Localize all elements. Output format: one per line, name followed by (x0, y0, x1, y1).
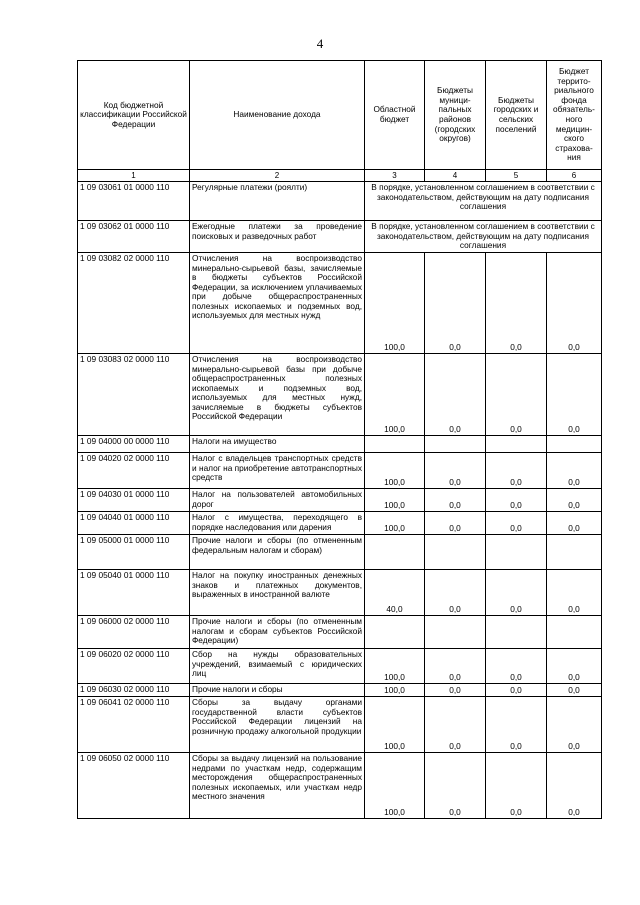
value-municipal (425, 616, 486, 649)
row-code: 1 09 04040 01 0000 110 (78, 512, 190, 535)
table-row (78, 436, 602, 453)
value-settlements: 0,0 (486, 697, 547, 753)
row-name: Отчисления на воспроизводство минерально-сырьевой базы, зачисляемые в бюджеты субъектов Российской Федерации, за исключением уплачиваемых при добыче общераспространенных полезных ископаемых и подземных вод, используемых для местных нужд (190, 253, 365, 354)
value-insurance-fund: 0,0 (547, 697, 602, 753)
row-name: Сборы за выдачу лицензий на пользование недрами по участкам недр, содержащим месторождения общераспространенных полезных ископаемых, или участкам недр местного значения (190, 753, 365, 819)
row-name: Сбор на нужды образовательных учреждений, взимаемый с юридических лиц (190, 649, 365, 684)
value-municipal: 0,0 (425, 684, 486, 697)
row-name: Налог на пользователей автомобильных дорог (190, 489, 365, 512)
value-insurance-fund: 0,0 (547, 684, 602, 697)
table-row (78, 649, 602, 684)
value-insurance-fund (547, 616, 602, 649)
value-insurance-fund: 0,0 (547, 512, 602, 535)
row-name: Прочие налоги и сборы (190, 684, 365, 697)
column-number: 1 (78, 170, 190, 182)
row-code: 1 09 06050 02 0000 110 (78, 753, 190, 819)
value-settlements (486, 436, 547, 453)
column-number-row (78, 170, 602, 182)
table-row (78, 512, 602, 535)
value-insurance-fund (547, 436, 602, 453)
value-municipal: 0,0 (425, 489, 486, 512)
value-insurance-fund: 0,0 (547, 570, 602, 616)
row-name: Налог с имущества, переходящего в порядке наследования или дарения (190, 512, 365, 535)
row-code: 1 09 03083 02 0000 110 (78, 354, 190, 436)
value-municipal: 0,0 (425, 649, 486, 684)
page-number: 4 (316, 36, 324, 51)
row-name: Ежегодные платежи за проведение поисковых и разведочных работ (190, 221, 365, 253)
row-name: Прочие налоги и сборы (по отмененным федеральным налогам и сборам) (190, 535, 365, 570)
row-code: 1 09 06030 02 0000 110 (78, 684, 190, 697)
column-number: 4 (425, 170, 486, 182)
row-code: 1 09 05040 01 0000 110 (78, 570, 190, 616)
row-code: 1 09 04020 02 0000 110 (78, 453, 190, 489)
value-regional: 100,0 (365, 649, 425, 684)
value-regional (365, 436, 425, 453)
table-row (78, 684, 602, 697)
header-insurance-fund: Бюджет террито-риального фонда обязатель-ного медицин-ского страхова-ния (547, 61, 602, 170)
value-settlements: 0,0 (486, 489, 547, 512)
row-name: Прочие налоги и сборы (по отмененным налогам и сборам субъектов Российской Федерации) (190, 616, 365, 649)
value-municipal: 0,0 (425, 453, 486, 489)
column-number: 5 (486, 170, 547, 182)
header-code: Код бюджетной классификации Российской Федерации (78, 61, 190, 170)
value-insurance-fund: 0,0 (547, 253, 602, 354)
table-row (78, 489, 602, 512)
value-regional (365, 535, 425, 570)
row-code: 1 09 04000 00 0000 110 (78, 436, 190, 453)
value-regional: 100,0 (365, 512, 425, 535)
value-settlements (486, 535, 547, 570)
row-name: Налог с владельцев транспортных средств и налог на приобретение автотранспортных средств (190, 453, 365, 489)
row-code: 1 09 03082 02 0000 110 (78, 253, 190, 354)
value-insurance-fund (547, 535, 602, 570)
value-regional: 100,0 (365, 753, 425, 819)
row-code: 1 09 05000 01 0000 110 (78, 535, 190, 570)
row-code: 1 09 03062 01 0000 110 (78, 221, 190, 253)
table-row (78, 354, 602, 436)
row-name: Налоги на имущество (190, 436, 365, 453)
value-settlements: 0,0 (486, 512, 547, 535)
value-municipal: 0,0 (425, 697, 486, 753)
value-municipal: 0,0 (425, 753, 486, 819)
value-insurance-fund: 0,0 (547, 649, 602, 684)
table-row (78, 753, 602, 819)
column-number: 6 (547, 170, 602, 182)
value-settlements: 0,0 (486, 753, 547, 819)
value-municipal (425, 436, 486, 453)
row-name: Регулярные платежи (роялти) (190, 182, 365, 221)
row-code: 1 09 06041 02 0000 110 (78, 697, 190, 753)
value-settlements: 0,0 (486, 570, 547, 616)
table-row (78, 535, 602, 570)
header-settlements: Бюджеты городских и сельских поселений (486, 61, 547, 170)
value-settlements: 0,0 (486, 453, 547, 489)
column-number: 3 (365, 170, 425, 182)
value-municipal: 0,0 (425, 354, 486, 436)
value-municipal: 0,0 (425, 570, 486, 616)
value-insurance-fund: 0,0 (547, 453, 602, 489)
value-insurance-fund: 0,0 (547, 354, 602, 436)
row-code: 1 09 06000 02 0000 110 (78, 616, 190, 649)
value-regional (365, 616, 425, 649)
row-code: 1 09 04030 01 0000 110 (78, 489, 190, 512)
value-regional: 100,0 (365, 697, 425, 753)
value-regional: 100,0 (365, 489, 425, 512)
row-code: 1 09 06020 02 0000 110 (78, 649, 190, 684)
revenue-table (77, 60, 602, 819)
table-row (78, 453, 602, 489)
header-regional: Областной бюджет (365, 61, 425, 170)
value-regional: 100,0 (365, 354, 425, 436)
value-regional: 100,0 (365, 253, 425, 354)
row-code: 1 09 03061 01 0000 110 (78, 182, 190, 221)
value-settlements: 0,0 (486, 354, 547, 436)
value-settlements: 0,0 (486, 684, 547, 697)
value-regional: 40,0 (365, 570, 425, 616)
value-settlements (486, 616, 547, 649)
value-insurance-fund: 0,0 (547, 489, 602, 512)
table-row (78, 182, 602, 221)
column-number: 2 (190, 170, 365, 182)
value-regional: 100,0 (365, 453, 425, 489)
value-settlements: 0,0 (486, 253, 547, 354)
header-row (78, 61, 602, 170)
row-name: Сборы за выдачу органами государственной власти субъектов Российской Федерации лицензий на розничную продажу алкогольной продукции (190, 697, 365, 753)
row-name: Отчисления на воспроизводство минерально-сырьевой базы при добыче общераспространенных полезных ископаемых и подземных вод, используемых для местных нужд, зачисляемые в бюджеты субъектов Российской Федерации (190, 354, 365, 436)
row-merged-note: В порядке, установленном соглашением в соответствии с законодательством, действующим на дату подписания соглашения (365, 182, 602, 221)
value-regional: 100,0 (365, 684, 425, 697)
row-merged-note: В порядке, установленном соглашением в соответствии с законодательством, действующим на дату подписания соглашения (365, 221, 602, 253)
table-row (78, 253, 602, 354)
value-settlements: 0,0 (486, 649, 547, 684)
value-municipal (425, 535, 486, 570)
table-row (78, 616, 602, 649)
row-name: Налог на покупку иностранных денежных знаков и платежных документов, выраженных в иностранной валюте (190, 570, 365, 616)
value-municipal: 0,0 (425, 512, 486, 535)
table-row (78, 221, 602, 253)
value-municipal: 0,0 (425, 253, 486, 354)
table-row (78, 697, 602, 753)
table-row (78, 570, 602, 616)
header-name: Наименование дохода (190, 61, 365, 170)
header-municipal: Бюджеты муници-пальных районов (городских округов) (425, 61, 486, 170)
value-insurance-fund: 0,0 (547, 753, 602, 819)
